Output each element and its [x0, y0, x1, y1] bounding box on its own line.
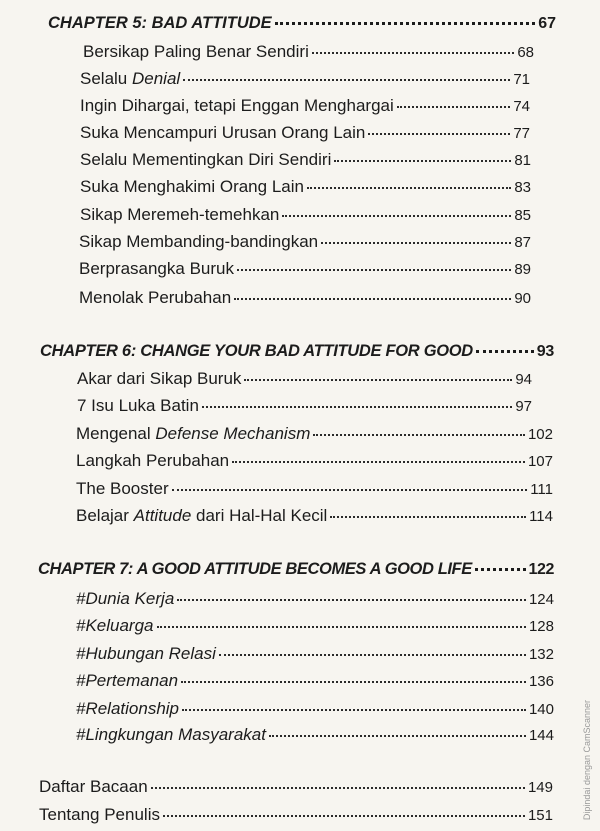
chapter-6-title: CHAPTER 6: CHANGE YOUR BAD ATTITUDE FOR GOOD — [40, 342, 473, 360]
toc-entry: Langkah Perubahan 107 — [76, 451, 553, 470]
leader-dots — [275, 22, 536, 25]
scanner-watermark: Dipindai dengan CamScanner — [582, 700, 592, 821]
toc-entry: The Booster 111 — [76, 479, 553, 498]
toc-entry: Sikap Meremeh-temehkan 85 — [80, 205, 531, 224]
page-number: 93 — [536, 343, 554, 360]
toc-entry: Selalu Mementingkan Diri Sendiri 81 — [80, 150, 531, 169]
toc-entry: Selalu Denial 71 — [80, 69, 530, 88]
toc-entry: #Dunia Kerja 124 — [76, 589, 554, 608]
toc-entry: Menolak Perubahan 90 — [79, 288, 531, 307]
toc-entry: #Keluarga 128 — [76, 616, 554, 635]
toc-entry: #Lingkungan Masyarakat 144 — [76, 725, 554, 744]
chapter-5-heading — [48, 14, 556, 33]
toc-entry: Bersikap Paling Benar Sendiri 68 — [83, 42, 534, 61]
toc-entry: #Hubungan Relasi 132 — [76, 644, 554, 663]
leader-dots — [475, 568, 526, 571]
toc-entry: Suka Menghakimi Orang Lain 83 — [80, 177, 531, 196]
toc-entry: Belajar Attitude dari Hal-Hal Kecil 114 — [76, 506, 553, 525]
toc-entry: Ingin Dihargai, tetapi Enggan Menghargai 74 — [80, 96, 530, 115]
toc-entry-daftar-bacaan: Daftar Bacaan 149 — [39, 777, 553, 796]
chapter-7-title: CHAPTER 7: A GOOD ATTITUDE BECOMES A GOOD LIFE — [38, 560, 472, 578]
toc-entry: Sikap Membanding-bandingkan 87 — [79, 232, 531, 251]
toc-entry-tentang-penulis: Tentang Penulis 151 — [39, 805, 553, 824]
toc-entry: 7 Isu Luka Batin 97 — [77, 396, 532, 415]
toc-entry: Berprasangka Buruk 89 — [79, 259, 531, 278]
toc-entry: Suka Mencampuri Urusan Orang Lain 77 — [80, 123, 530, 142]
toc-entry: Mengenal Defense Mechanism 102 — [76, 424, 553, 443]
toc-entry: #Pertemanan 136 — [76, 671, 554, 690]
chapter-7-heading — [38, 560, 554, 579]
page-number: 67 — [538, 15, 556, 32]
chapter-5-title: CHAPTER 5: BAD ATTITUDE — [48, 14, 272, 32]
page-number: 122 — [528, 561, 554, 578]
toc-entry: Akar dari Sikap Buruk 94 — [77, 369, 532, 388]
leader-dots — [476, 350, 534, 353]
toc-entry: #Relationship 140 — [76, 699, 554, 718]
chapter-6-heading — [40, 342, 554, 361]
